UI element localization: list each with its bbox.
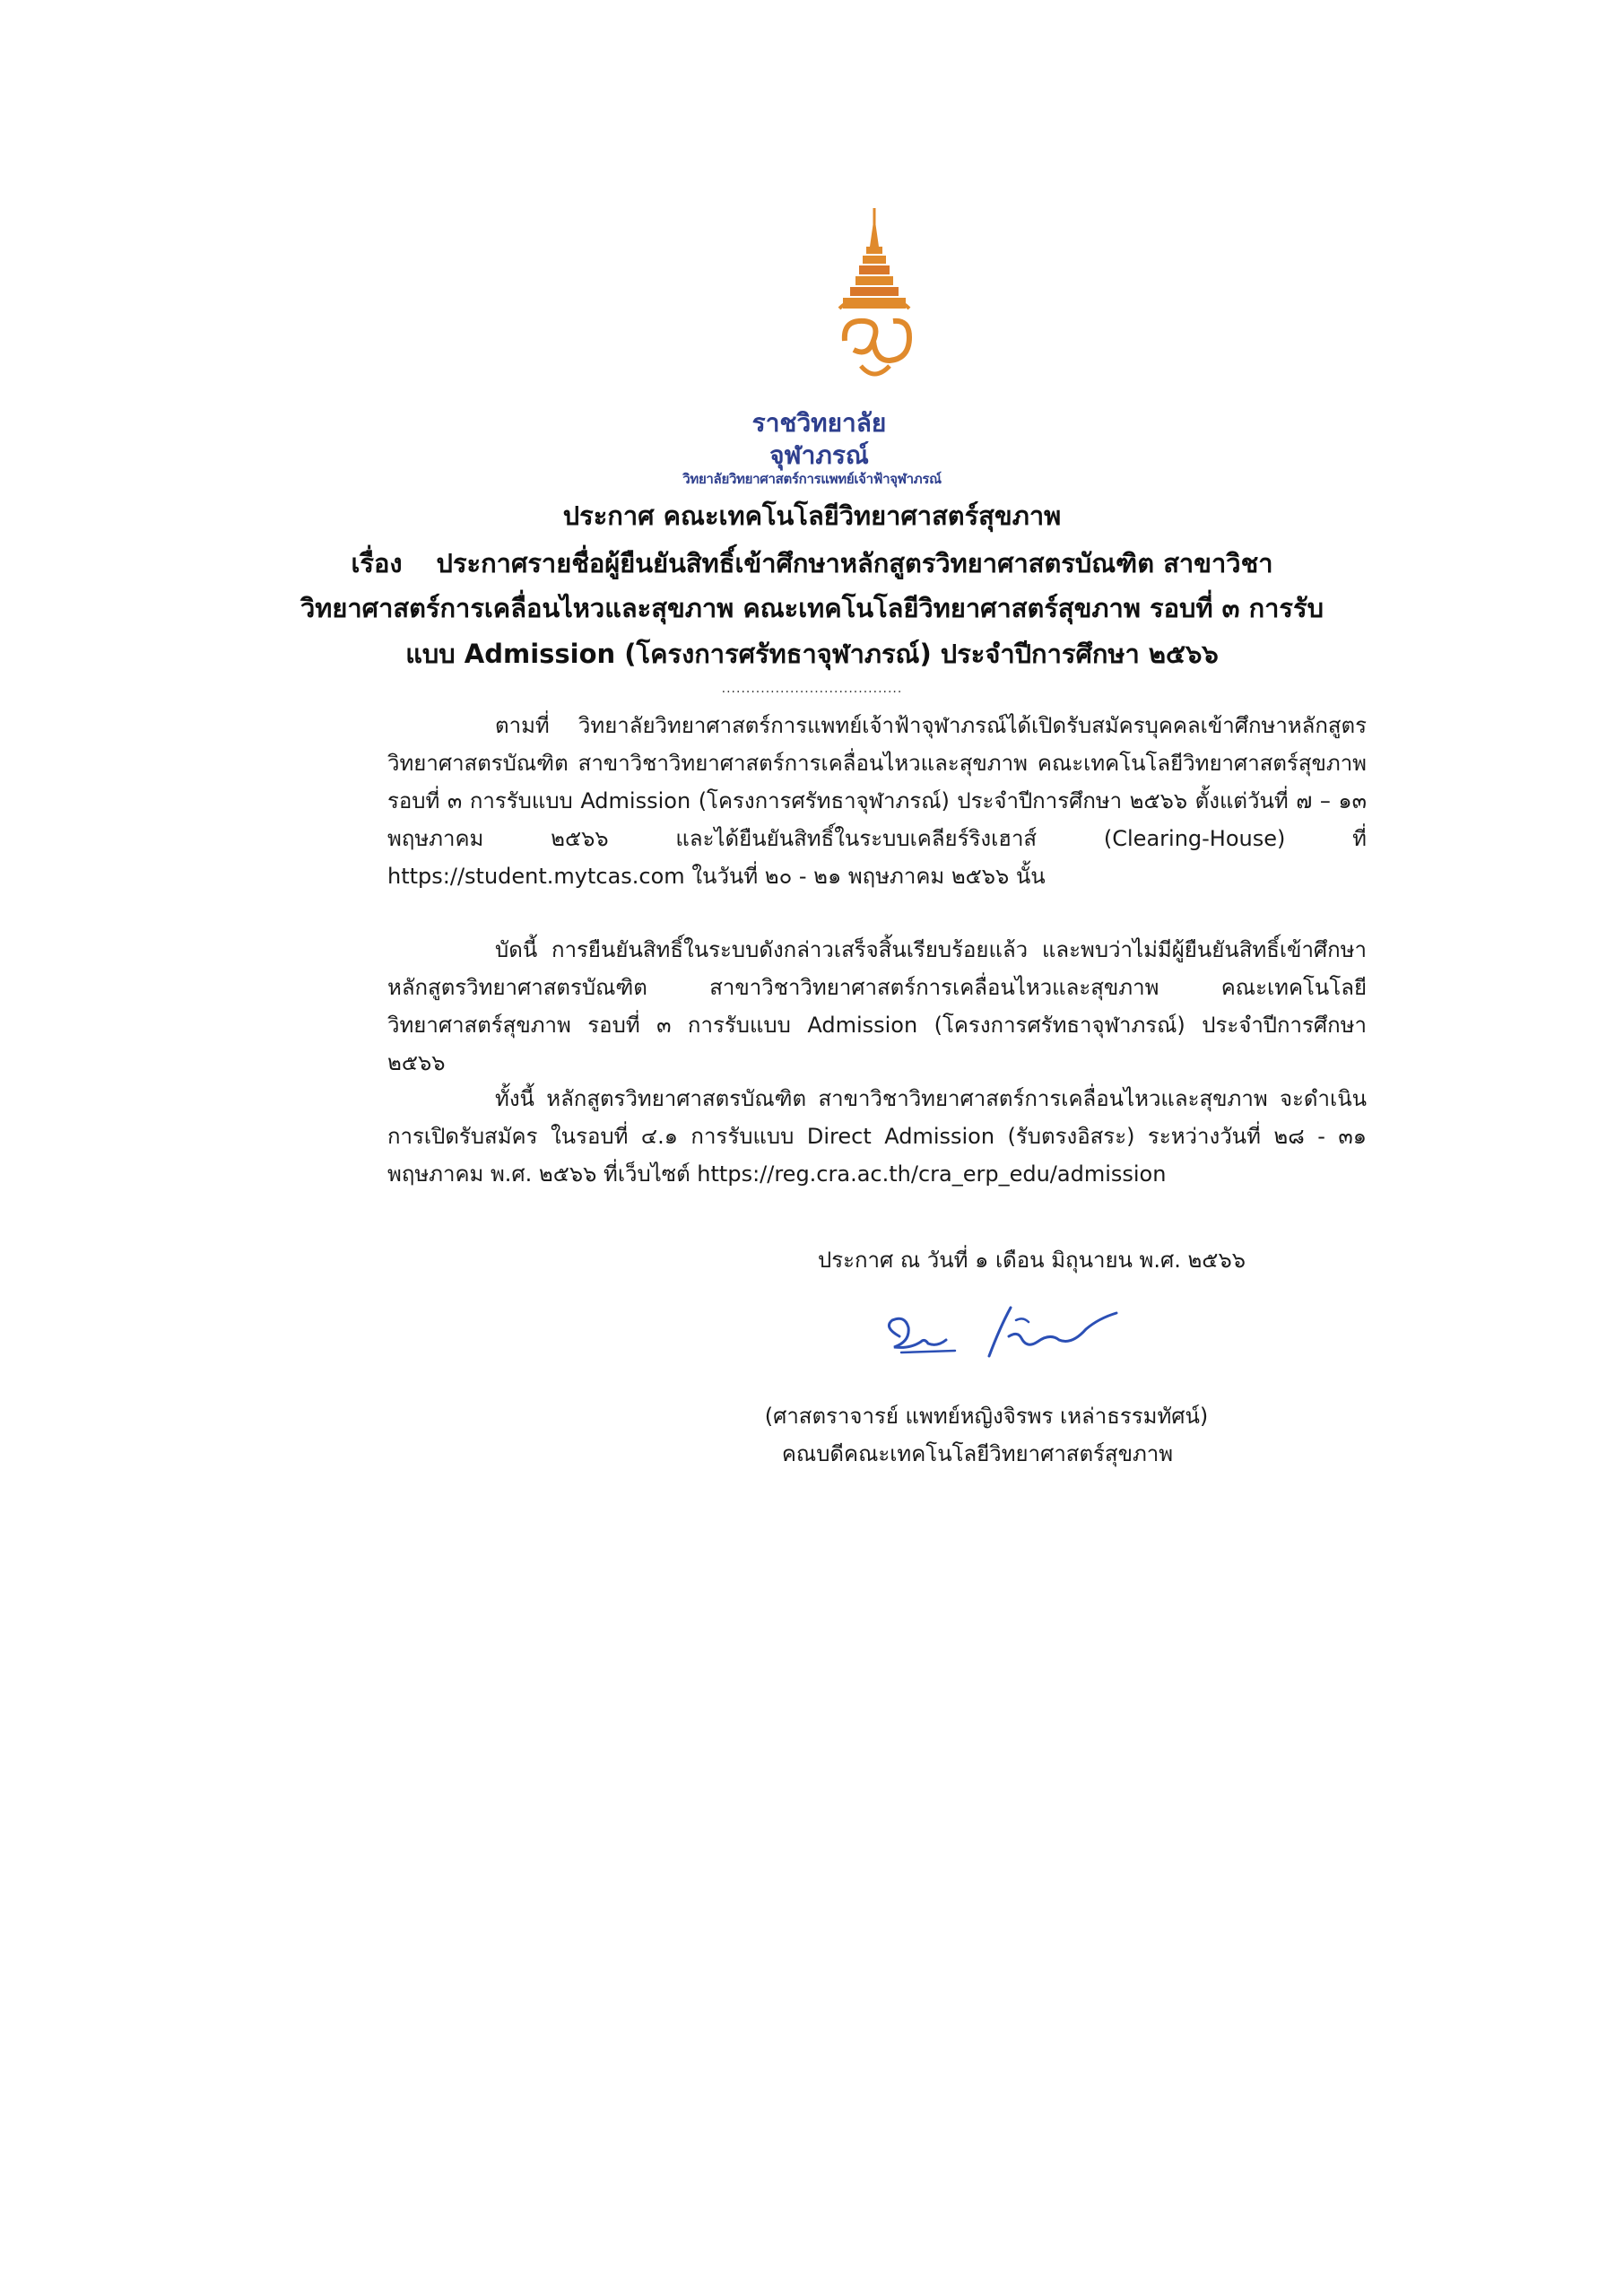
signatory-name: (ศาสตราจารย์ แพทย์หญิงจิรพร เหล่าธรรมทัศน์): [764, 1404, 1209, 1429]
logo-name-line1: ราชวิทยาลัย: [751, 408, 887, 438]
paragraph-text: ทั้งนี้ หลักสูตรวิทยาศาสตรบัณฑิต สาขาวิชาวิทยาศาสตร์การเคลื่อนไหวและสุขภาพ จะดำเนินการเปิดรับสมัคร ในรอบที่ ๔.๑ การรับแบบ Direct Admission (รับตรงอิสระ) ระหว่างวันที่ ๒๘ - ๓๑ พฤษภาคม พ.ศ. ๒๕๖๖ ที่เว็บไซต์ https://reg.cra.ac.th/cra_erp_edu/admission: [387, 1086, 1367, 1187]
body-paragraph-1: [387, 707, 1367, 895]
paragraph-text: บัดนี้ การยืนยันสิทธิ์ในระบบดังกล่าวเสร็จสิ้นเรียบร้อยแล้ว และพบว่าไม่มีผู้ยืนยันสิทธิ์เข้าศึกษาหลักสูตรวิทยาศาสตรบัณฑิต สาขาวิชาวิทยาศาสตร์การเคลื่อนไหวและสุขภาพ คณะเทคโนโลยีวิทยาศาสตร์สุขภาพ รอบที่ ๓ การรับแบบ Admission (โครงการศรัทธาจุฬาภรณ์) ประจำปีการศึกษา ๒๕๖๖: [387, 937, 1367, 1075]
announcement-title: ประกาศ คณะเทคโนโลยีวิทยาศาสตร์สุขภาพ: [562, 500, 1062, 531]
handwritten-signature: [874, 1300, 1143, 1376]
paragraph-text: ตามที่ วิทยาลัยวิทยาศาสตร์การแพทย์เจ้าฟ้าจุฬาภรณ์ได้เปิดรับสมัครบุคคลเข้าศึกษาหลักสูตรวิทยาศาสตรบัณฑิต สาขาวิชาวิทยาศาสตร์การเคลื่อนไหวและสุขภาพ คณะเทคโนโลยีวิทยาศาสตร์สุขภาพ รอบที่ ๓ การรับแบบ Admission (โครงการศรัทธาจุฬาภรณ์) ประจำปีการศึกษา ๒๕๖๖ ตั้งแต่วันที่ ๗ – ๑๓ พฤษภาคม ๒๕๖๖ และได้ยืนยันสิทธิ์ในระบบเคลียร์ริงเฮาส์ (Clearing-House) ที่ https://student.mytcas.com ในวันที่ ๒๐ - ๒๑ พฤษภาคม ๒๕๖๖ นั้น: [387, 713, 1367, 889]
signatory-title: คณบดีคณะเทคโนโลยีวิทยาศาสตร์สุขภาพ: [781, 1441, 1174, 1466]
institution-logo: [0, 206, 1624, 487]
signature-scribble-icon: [874, 1300, 1143, 1372]
logo-subtitle: วิทยาลัยวิทยาศาสตร์การแพทย์เจ้าฟ้าจุฬาภรณ์: [682, 471, 942, 487]
subject-text-line3: แบบ Admission (โครงการศรัทธาจุฬาภรณ์) ประจำปีการศึกษา ๒๕๖๖: [405, 639, 1219, 669]
subject-line: [0, 543, 1624, 584]
subject-text-line1: ประกาศรายชื่อผู้ยืนยันสิทธิ์เข้าศึกษาหลักสูตรวิทยาศาสตรบัณฑิต สาขาวิชา: [436, 548, 1273, 578]
crown-emblem-icon: [834, 206, 995, 399]
subject-text-line2: วิทยาศาสตร์การเคลื่อนไหวและสุขภาพ คณะเทคโนโลยีวิทยาศาสตร์สุขภาพ รอบที่ ๓ การรับ: [300, 593, 1324, 623]
body-paragraph-2: [387, 931, 1367, 1082]
separator-dots: .....................................: [721, 682, 903, 696]
announcement-date: ประกาศ ณ วันที่ ๑ เดือน มิถุนายน พ.ศ. ๒๕๖๖: [818, 1248, 1246, 1273]
body-paragraph-3: [387, 1080, 1367, 1193]
logo-name-line2: จุฬาภรณ์: [769, 440, 869, 470]
subject-label: เรื่อง: [351, 548, 403, 578]
